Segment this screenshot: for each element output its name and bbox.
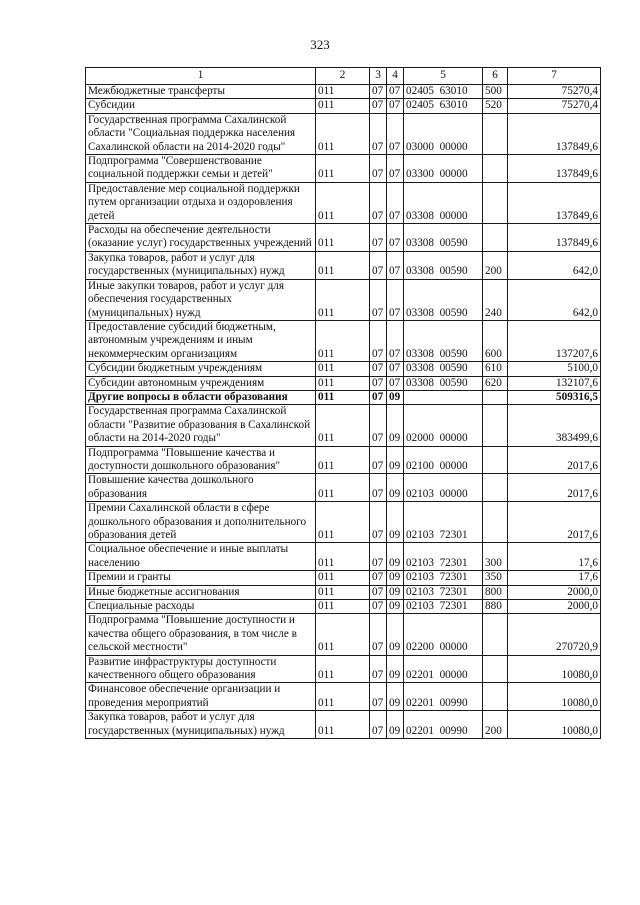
row-code-cell: 011 bbox=[316, 711, 370, 739]
row-target-article-cell: 02103 72301 bbox=[404, 543, 483, 571]
row-name-cell: Государственная программа Сахалинской области "Развитие образования в Сахалинской области на 2014-2020 годы" bbox=[86, 405, 316, 446]
row-expense-type-cell bbox=[483, 474, 508, 502]
row-subsection-cell: 09 bbox=[387, 390, 404, 404]
row-name-cell: Другие вопросы в области образования bbox=[86, 390, 316, 404]
row-section-cell: 07 bbox=[370, 376, 387, 390]
header-cell: 5 bbox=[404, 68, 483, 85]
row-expense-type-cell bbox=[483, 224, 508, 252]
row-target-article-cell: 02103 72301 bbox=[404, 502, 483, 543]
table-row bbox=[86, 474, 601, 502]
row-subsection-cell: 09 bbox=[387, 600, 404, 614]
row-section-cell: 07 bbox=[370, 683, 387, 711]
table-row bbox=[86, 224, 601, 252]
row-expense-type-cell bbox=[483, 502, 508, 543]
row-expense-type-cell bbox=[483, 614, 508, 655]
row-expense-type-cell: 800 bbox=[483, 585, 508, 599]
row-expense-type-cell bbox=[483, 113, 508, 154]
row-name-cell: Межбюджетные трансферты bbox=[86, 85, 316, 99]
row-subsection-cell: 07 bbox=[387, 279, 404, 320]
header-row bbox=[86, 68, 601, 85]
row-amount-cell: 509316,5 bbox=[508, 390, 601, 404]
row-amount-cell: 5100,0 bbox=[508, 362, 601, 376]
row-target-article-cell: 02000 00000 bbox=[404, 405, 483, 446]
row-name-cell: Подпрограмма "Совершенствование социальной поддержки семьи и детей" bbox=[86, 155, 316, 183]
row-target-article-cell: 03308 00590 bbox=[404, 251, 483, 279]
row-amount-cell: 10080,0 bbox=[508, 655, 601, 683]
row-name-cell: Финансовое обеспечение организации и проведения мероприятий bbox=[86, 683, 316, 711]
row-expense-type-cell: 200 bbox=[483, 251, 508, 279]
row-section-cell: 07 bbox=[370, 113, 387, 154]
table-row bbox=[86, 614, 601, 655]
table-row bbox=[86, 362, 601, 376]
row-code-cell: 011 bbox=[316, 655, 370, 683]
row-code-cell: 011 bbox=[316, 543, 370, 571]
row-subsection-cell: 09 bbox=[387, 655, 404, 683]
row-expense-type-cell bbox=[483, 182, 508, 223]
row-section-cell: 07 bbox=[370, 251, 387, 279]
row-target-article-cell: 03308 00590 bbox=[404, 362, 483, 376]
row-code-cell: 011 bbox=[316, 683, 370, 711]
row-amount-cell: 17,6 bbox=[508, 571, 601, 585]
row-expense-type-cell: 500 bbox=[483, 85, 508, 99]
table-row bbox=[86, 376, 601, 390]
page-number: 323 bbox=[310, 37, 330, 52]
row-subsection-cell: 07 bbox=[387, 362, 404, 376]
row-subsection-cell: 07 bbox=[387, 155, 404, 183]
row-subsection-cell: 09 bbox=[387, 571, 404, 585]
row-subsection-cell: 09 bbox=[387, 474, 404, 502]
row-expense-type-cell bbox=[483, 390, 508, 404]
row-section-cell: 07 bbox=[370, 182, 387, 223]
row-name-cell: Предоставление мер социальной поддержки путем организации отдыха и оздоровления детей bbox=[86, 182, 316, 223]
row-amount-cell: 132107,6 bbox=[508, 376, 601, 390]
row-code-cell: 011 bbox=[316, 251, 370, 279]
row-subsection-cell: 09 bbox=[387, 405, 404, 446]
row-section-cell: 07 bbox=[370, 614, 387, 655]
row-name-cell: Государственная программа Сахалинской области "Социальная поддержка населения Сахалинской области на 2014-2020 годы" bbox=[86, 113, 316, 154]
row-amount-cell: 270720,9 bbox=[508, 614, 601, 655]
table-row bbox=[86, 113, 601, 154]
table-row bbox=[86, 502, 601, 543]
table-row bbox=[86, 711, 601, 739]
row-expense-type-cell bbox=[483, 683, 508, 711]
header-cell: 7 bbox=[508, 68, 601, 85]
row-expense-type-cell bbox=[483, 405, 508, 446]
table-row bbox=[86, 683, 601, 711]
row-section-cell: 07 bbox=[370, 99, 387, 113]
row-name-cell: Премии и гранты bbox=[86, 571, 316, 585]
row-amount-cell: 10080,0 bbox=[508, 711, 601, 739]
header-cell: 2 bbox=[316, 68, 370, 85]
row-subsection-cell: 09 bbox=[387, 683, 404, 711]
row-amount-cell: 75270,4 bbox=[508, 99, 601, 113]
table-row bbox=[86, 600, 601, 614]
row-target-article-cell: 02103 72301 bbox=[404, 600, 483, 614]
row-code-cell: 011 bbox=[316, 224, 370, 252]
table-row bbox=[86, 446, 601, 474]
row-code-cell: 011 bbox=[316, 474, 370, 502]
table-row bbox=[86, 655, 601, 683]
row-expense-type-cell bbox=[483, 446, 508, 474]
row-name-cell: Социальное обеспечение и иные выплаты населению bbox=[86, 543, 316, 571]
row-section-cell: 07 bbox=[370, 446, 387, 474]
row-section-cell: 07 bbox=[370, 585, 387, 599]
row-code-cell: 011 bbox=[316, 390, 370, 404]
row-target-article-cell: 02201 00000 bbox=[404, 655, 483, 683]
row-section-cell: 07 bbox=[370, 85, 387, 99]
table-row bbox=[86, 251, 601, 279]
table-body bbox=[86, 68, 601, 739]
row-code-cell: 011 bbox=[316, 279, 370, 320]
row-target-article-cell: 03000 00000 bbox=[404, 113, 483, 154]
row-name-cell: Иные закупки товаров, работ и услуг для обеспечения государственных (муниципальных) нужд bbox=[86, 279, 316, 320]
row-name-cell: Специальные расходы bbox=[86, 600, 316, 614]
row-code-cell: 011 bbox=[316, 571, 370, 585]
row-expense-type-cell: 200 bbox=[483, 711, 508, 739]
row-expense-type-cell: 350 bbox=[483, 571, 508, 585]
row-subsection-cell: 09 bbox=[387, 585, 404, 599]
table-row bbox=[86, 571, 601, 585]
table-row bbox=[86, 85, 601, 99]
row-subsection-cell: 07 bbox=[387, 85, 404, 99]
row-expense-type-cell: 610 bbox=[483, 362, 508, 376]
row-expense-type-cell bbox=[483, 655, 508, 683]
row-name-cell: Подпрограмма "Повышение качества и доступности дошкольного образования" bbox=[86, 446, 316, 474]
row-subsection-cell: 09 bbox=[387, 502, 404, 543]
row-subsection-cell: 09 bbox=[387, 711, 404, 739]
row-subsection-cell: 07 bbox=[387, 224, 404, 252]
row-amount-cell: 2017,6 bbox=[508, 502, 601, 543]
row-section-cell: 07 bbox=[370, 320, 387, 361]
header-cell: 6 bbox=[483, 68, 508, 85]
row-amount-cell: 642,0 bbox=[508, 279, 601, 320]
row-name-cell: Субсидии бюджетным учреждениям bbox=[86, 362, 316, 376]
row-target-article-cell: 03300 00000 bbox=[404, 155, 483, 183]
row-code-cell: 011 bbox=[316, 614, 370, 655]
row-name-cell: Повышение качества дошкольного образования bbox=[86, 474, 316, 502]
row-code-cell: 011 bbox=[316, 376, 370, 390]
row-name-cell: Расходы на обеспечение деятельности (оказание услуг) государственных учреждений bbox=[86, 224, 316, 252]
table-row bbox=[86, 390, 601, 404]
row-section-cell: 07 bbox=[370, 502, 387, 543]
row-subsection-cell: 07 bbox=[387, 376, 404, 390]
row-target-article-cell: 02200 00000 bbox=[404, 614, 483, 655]
row-subsection-cell: 09 bbox=[387, 543, 404, 571]
row-amount-cell: 75270,4 bbox=[508, 85, 601, 99]
row-section-cell: 07 bbox=[370, 571, 387, 585]
row-code-cell: 011 bbox=[316, 182, 370, 223]
row-code-cell: 011 bbox=[316, 362, 370, 376]
row-code-cell: 011 bbox=[316, 585, 370, 599]
row-amount-cell: 137849,6 bbox=[508, 113, 601, 154]
row-subsection-cell: 07 bbox=[387, 113, 404, 154]
row-expense-type-cell: 520 bbox=[483, 99, 508, 113]
row-subsection-cell: 09 bbox=[387, 614, 404, 655]
row-name-cell: Развитие инфраструктуры доступности качественного общего образования bbox=[86, 655, 316, 683]
row-target-article-cell: 03308 00590 bbox=[404, 320, 483, 361]
row-amount-cell: 137849,6 bbox=[508, 182, 601, 223]
row-code-cell: 011 bbox=[316, 320, 370, 361]
row-target-article-cell: 03308 00590 bbox=[404, 279, 483, 320]
row-expense-type-cell: 300 bbox=[483, 543, 508, 571]
row-section-cell: 07 bbox=[370, 474, 387, 502]
row-subsection-cell: 07 bbox=[387, 320, 404, 361]
row-code-cell: 011 bbox=[316, 446, 370, 474]
row-amount-cell: 642,0 bbox=[508, 251, 601, 279]
row-section-cell: 07 bbox=[370, 155, 387, 183]
row-expense-type-cell: 600 bbox=[483, 320, 508, 361]
row-target-article-cell: 03308 00590 bbox=[404, 224, 483, 252]
row-target-article-cell: 02103 72301 bbox=[404, 571, 483, 585]
row-name-cell: Предоставление субсидий бюджетным, автономным учреждениям и иным некоммерческим организациям bbox=[86, 320, 316, 361]
row-subsection-cell: 07 bbox=[387, 251, 404, 279]
row-amount-cell: 2000,0 bbox=[508, 600, 601, 614]
row-section-cell: 07 bbox=[370, 600, 387, 614]
row-target-article-cell: 02405 63010 bbox=[404, 85, 483, 99]
row-amount-cell: 2000,0 bbox=[508, 585, 601, 599]
row-target-article-cell bbox=[404, 390, 483, 404]
row-section-cell: 07 bbox=[370, 279, 387, 320]
table-row bbox=[86, 155, 601, 183]
row-name-cell: Закупка товаров, работ и услуг для государственных (муниципальных) нужд bbox=[86, 711, 316, 739]
row-code-cell: 011 bbox=[316, 600, 370, 614]
table-row bbox=[86, 585, 601, 599]
table-row bbox=[86, 405, 601, 446]
row-amount-cell: 10080,0 bbox=[508, 683, 601, 711]
row-code-cell: 011 bbox=[316, 85, 370, 99]
row-code-cell: 011 bbox=[316, 155, 370, 183]
row-target-article-cell: 02201 00990 bbox=[404, 683, 483, 711]
row-name-cell: Иные бюджетные ассигнования bbox=[86, 585, 316, 599]
row-section-cell: 07 bbox=[370, 362, 387, 376]
header-cell: 3 bbox=[370, 68, 387, 85]
row-target-article-cell: 02103 00000 bbox=[404, 474, 483, 502]
row-amount-cell: 2017,6 bbox=[508, 474, 601, 502]
header-cell: 4 bbox=[387, 68, 404, 85]
row-code-cell: 011 bbox=[316, 99, 370, 113]
row-amount-cell: 2017,6 bbox=[508, 446, 601, 474]
row-code-cell: 011 bbox=[316, 405, 370, 446]
row-name-cell: Подпрограмма "Повышение доступности и качества общего образования, в том числе в сельской местности" bbox=[86, 614, 316, 655]
row-target-article-cell: 02201 00990 bbox=[404, 711, 483, 739]
row-expense-type-cell: 620 bbox=[483, 376, 508, 390]
row-expense-type-cell: 880 bbox=[483, 600, 508, 614]
row-expense-type-cell bbox=[483, 155, 508, 183]
row-target-article-cell: 03308 00590 bbox=[404, 376, 483, 390]
row-section-cell: 07 bbox=[370, 405, 387, 446]
budget-table bbox=[85, 67, 601, 739]
row-amount-cell: 137849,6 bbox=[508, 155, 601, 183]
row-subsection-cell: 07 bbox=[387, 99, 404, 113]
row-amount-cell: 137849,6 bbox=[508, 224, 601, 252]
row-target-article-cell: 02103 72301 bbox=[404, 585, 483, 599]
row-section-cell: 07 bbox=[370, 655, 387, 683]
row-target-article-cell: 02405 63010 bbox=[404, 99, 483, 113]
table-row bbox=[86, 320, 601, 361]
header-cell: 1 bbox=[86, 68, 316, 85]
row-section-cell: 07 bbox=[370, 711, 387, 739]
row-section-cell: 07 bbox=[370, 224, 387, 252]
table-row bbox=[86, 279, 601, 320]
row-section-cell: 07 bbox=[370, 543, 387, 571]
table-row bbox=[86, 182, 601, 223]
row-expense-type-cell: 240 bbox=[483, 279, 508, 320]
row-name-cell: Субсидии bbox=[86, 99, 316, 113]
row-target-article-cell: 02100 00000 bbox=[404, 446, 483, 474]
table-row bbox=[86, 99, 601, 113]
row-name-cell: Субсидии автономным учреждениям bbox=[86, 376, 316, 390]
row-amount-cell: 137207,6 bbox=[508, 320, 601, 361]
row-subsection-cell: 09 bbox=[387, 446, 404, 474]
row-code-cell: 011 bbox=[316, 113, 370, 154]
row-amount-cell: 383499,6 bbox=[508, 405, 601, 446]
row-name-cell: Премии Сахалинской области в сфере дошкольного образования и дополнительного образования детей bbox=[86, 502, 316, 543]
table-row bbox=[86, 543, 601, 571]
row-section-cell: 07 bbox=[370, 390, 387, 404]
row-target-article-cell: 03308 00000 bbox=[404, 182, 483, 223]
row-name-cell: Закупка товаров, работ и услуг для государственных (муниципальных) нужд bbox=[86, 251, 316, 279]
row-subsection-cell: 07 bbox=[387, 182, 404, 223]
row-code-cell: 011 bbox=[316, 502, 370, 543]
row-amount-cell: 17,6 bbox=[508, 543, 601, 571]
